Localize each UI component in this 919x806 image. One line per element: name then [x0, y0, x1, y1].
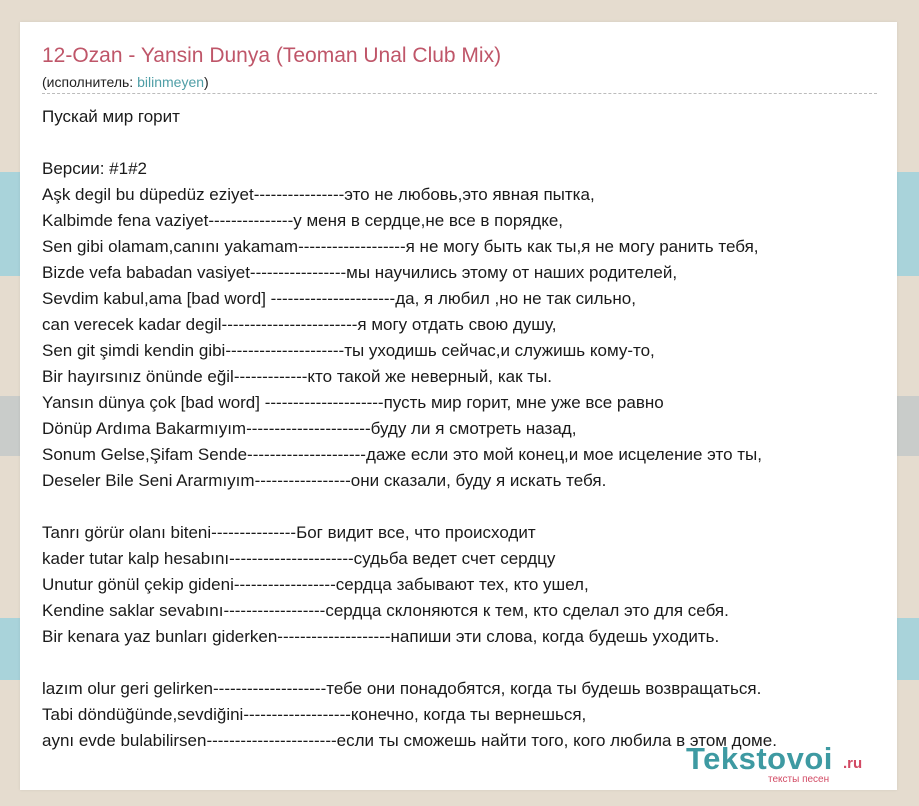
artist-prefix: (исполнитель:	[42, 74, 138, 90]
stanza-gap	[42, 130, 919, 156]
lyrics-heading: Пускай мир горит	[42, 107, 180, 126]
versions-line: Версии: #1#2	[42, 159, 148, 178]
lyric-line: Kalbimde fena vaziyet---------------у меня в сердце,не все в порядке,	[42, 211, 564, 230]
stanza-gap	[42, 494, 919, 520]
lyric-line: Tanrı görür olanı biteni---------------Бог видит все, что происходит	[42, 523, 536, 542]
lyric-line: Bir kenara yaz bunları giderken--------------------напиши эти слова, когда будешь уходить.	[42, 627, 720, 646]
artist-line	[42, 74, 209, 90]
lyric-line: Bir hayırsınız önünde eğil-------------кто такой же неверный, как ты.	[42, 367, 553, 386]
lyric-line: Sevdim kabul,ama [bad word] ----------------------да, я любил ,но не так сильно,	[42, 289, 636, 308]
lyric-line: aynı evde bulabilirsen-----------------------если ты сможешь найти того, кого любила в этом доме.	[42, 731, 777, 750]
lyric-line: Dönüp Ardıma Bakarmıyım----------------------буду ли я смотреть назад,	[42, 419, 577, 438]
lyric-line: Yansın dünya çok [bad word] ---------------------пусть мир горит, мне уже все равно	[42, 393, 664, 412]
lyric-line: Aşk degil bu düpedüz eziyet----------------это не любовь,это явная пытка,	[42, 185, 595, 204]
artist-link[interactable]: bilinmeyen	[137, 74, 205, 90]
lyric-line: lazım olur geri gelirken--------------------тебе они понадобятся, когда ты будешь возвращаться.	[42, 679, 762, 698]
divider	[42, 93, 877, 94]
lyric-line: Tabi döndüğünde,sevdiğini-------------------конечно, когда ты вернешься,	[42, 705, 587, 724]
lyrics-card	[20, 22, 897, 790]
lyric-line: Sonum Gelse,Şifam Sende---------------------даже если это мой конец,и мое исцеление это ты,	[42, 445, 762, 464]
lyric-line: Kendine saklar sevabını------------------сердца склоняются к тем, кто сделал это для себя.	[42, 601, 729, 620]
lyric-line: Sen git şimdi kendin gibi---------------------ты уходишь сейчас,и служишь кому-то,	[42, 341, 655, 360]
site-logo[interactable]	[686, 741, 896, 789]
logo-domain: .ru	[843, 755, 863, 772]
lyric-line: Bizde vefa babadan vasiyet-----------------мы научились этому от наших родителей,	[42, 263, 678, 282]
lyric-line: Sen gibi olamam,canını yakamam-------------------я не могу быть как ты,я не могу ранить тебя,	[42, 237, 759, 256]
logo-tagline: тексты песен	[768, 774, 830, 785]
lyrics-body	[42, 104, 919, 754]
lyric-line: can verecek kadar degil------------------------я могу отдать свою душу,	[42, 315, 557, 334]
artist-suffix: )	[204, 74, 209, 90]
lyric-line: kader tutar kalp hesabını----------------------судьба ведет счет сердцу	[42, 549, 556, 568]
lyric-line: Unutur gönül çekip gideni------------------сердца забывают тех, кто ушел,	[42, 575, 589, 594]
page-title: 12-Ozan - Yansin Dunya (Teoman Unal Club Mix)	[42, 44, 502, 67]
logo-wordmark: Tekstovoi	[686, 741, 833, 776]
stanza-gap	[42, 650, 919, 676]
lyric-line: Deseler Bile Seni Ararmıyım-----------------они сказали, буду я искать тебя.	[42, 471, 607, 490]
